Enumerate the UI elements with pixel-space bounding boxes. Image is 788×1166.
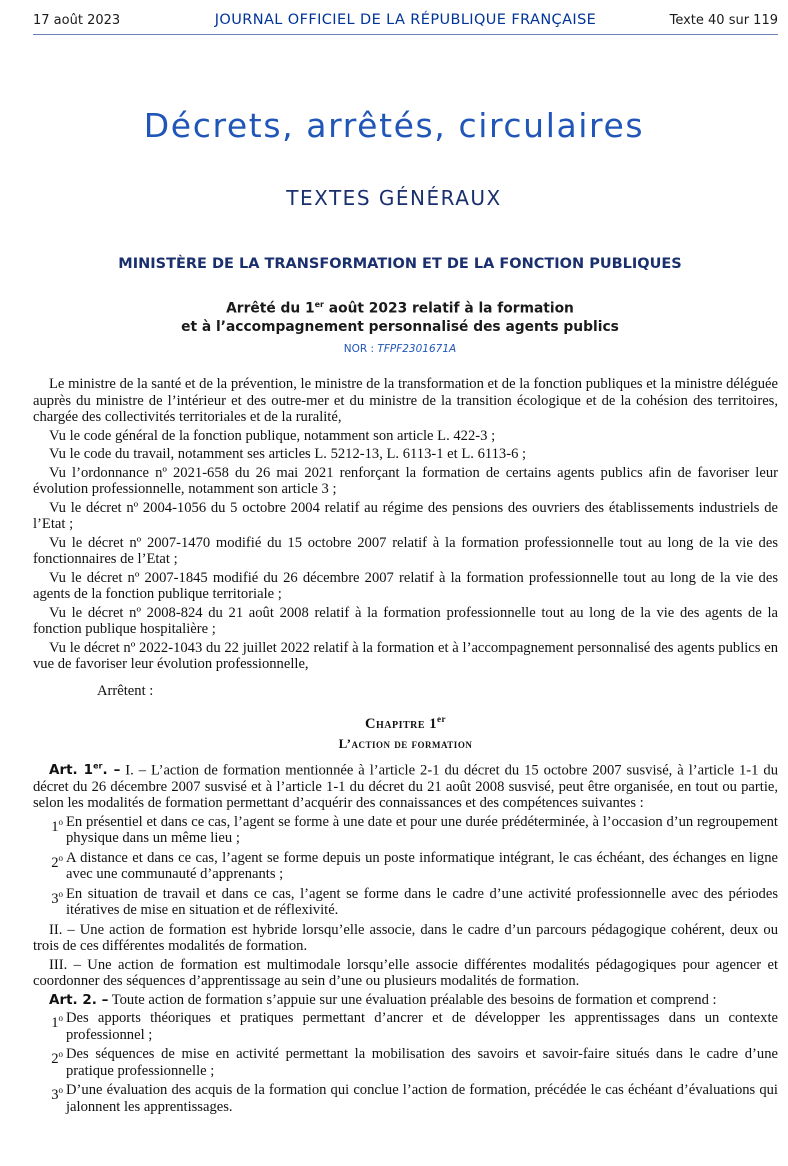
visa-item: Vu le décret nº 2008-824 du 21 août 2008 relatif à la formation professionnelle tout au long de la vie des agents de la fonction publique hospitalière ;	[33, 604, 778, 637]
list-item	[33, 850, 778, 883]
list-number	[33, 1082, 66, 1115]
list-number	[33, 850, 66, 883]
list-number-value: 3	[51, 1087, 59, 1104]
journal-title: JOURNAL OFFICIEL DE LA RÉPUBLIQUE FRANÇAISE	[214, 12, 597, 28]
decree-title-line2: et à l’accompagnement personnalisé des agents publics	[181, 318, 619, 335]
article-label	[49, 762, 120, 778]
article-label-suffix: . –	[102, 762, 121, 779]
nor-code: TFPF2301671A	[377, 343, 457, 355]
list-number-sup: o	[58, 1013, 63, 1024]
chapter-heading	[33, 711, 778, 732]
list-number	[33, 814, 66, 847]
article-paragraph: III. – Une action de formation est multimodale lorsqu’elle associe différentes modalités pédagogiques pour agencer et coordonner des séquences d’apprentissage au sein d’une ou plusieurs modalités de formation.	[33, 956, 778, 990]
list-number	[33, 886, 66, 919]
visa-item: Vu le code général de la fonction publique, notamment son article L. 422-3 ;	[49, 427, 496, 444]
list-number-value: 1	[51, 818, 59, 835]
preamble: Le ministre de la santé et de la prévention, le ministre de la transformation et de la fonction publiques et la ministre déléguée auprès du ministre de l’intérieur et des outre-mer et du ministre de la transition écologique et de la cohésion des territoires, chargée des collectivités territoriales et de la ruralité,	[33, 376, 778, 425]
list-number-sup: o	[58, 1049, 63, 1060]
decree-title	[0, 296, 788, 336]
nor-reference	[0, 343, 788, 355]
list-text: Des apports théoriques et pratiques permettant d’ancrer et de développer les apprentissages dans un contexte professionnel ;	[66, 1010, 778, 1043]
list-number	[33, 1010, 66, 1043]
visa-item: Vu le décret nº 2022-1043 du 22 juillet 2022 relatif à la formation et à l’accompagnement personnalisé des agents publics en vue de favoriser leur évolution professionnelle,	[33, 639, 778, 672]
list-text: En situation de travail et dans ce cas, l’agent se forme dans le cadre d’une activité professionnelle avec des périodes itératives de mise en situation et de réflexivité.	[66, 885, 778, 919]
decree-title-part: Arrêté du 1	[226, 300, 315, 317]
article-label: Art. 2. –	[49, 991, 109, 1008]
list-number	[33, 1046, 66, 1079]
visa-item: Vu le décret nº 2007-1470 modifié du 15 octobre 2007 relatif à la formation professionnelle tout au long de la vie des fonctionnaires de l’Etat ;	[33, 534, 778, 567]
list-number-value: 1	[51, 1015, 59, 1032]
article-paragraph: II. – Une action de formation est hybride lorsqu’elle associe, dans le cadre d’un parcours pédagogique cohérent, deux ou trois de ces différentes modalités de formation.	[33, 921, 778, 955]
list-item	[33, 886, 778, 919]
publication-date: 17 août 2023	[33, 13, 121, 28]
header-divider	[33, 34, 778, 35]
chapter-label-sup: er	[437, 714, 447, 724]
section-subtitle: TEXTES GÉNÉRAUX	[286, 186, 502, 210]
ministry-heading: MINISTÈRE DE LA TRANSFORMATION ET DE LA FONCTION PUBLIQUES	[118, 256, 682, 272]
article-text: I. – L’action de formation mentionnée à l’article 2-1 du décret du 15 octobre 2007 susvisé, à l’article 1-1 du décret du 26 décembre 2007 susvisé et à l’article 1-1 du décret du 21 août 2008 susvisé, peut être organisée, en tout ou partie, selon les modalités de formation permettant d’acquérir des connaissances et des compétences suivantes :	[33, 762, 779, 812]
article-label-text: Art. 1	[49, 762, 94, 779]
list-text: Des séquences de mise en activité permettant la mobilisation des savoirs et savoir-faire situés dans le cadre d’une pratique professionnelle ;	[66, 1046, 778, 1079]
chapter-title: L’action de formation	[338, 736, 473, 752]
list-item	[33, 814, 778, 847]
page-header	[33, 12, 778, 32]
article-label-sup: er	[93, 761, 103, 771]
list-item	[33, 1010, 778, 1043]
arretent: Arrêtent :	[97, 682, 154, 699]
visa-item: Vu le décret nº 2007-1845 modifié du 26 décembre 2007 relatif à la formation professionnelle tout au long de la vie des agents de la fonction publique territoriale ;	[33, 569, 778, 602]
decree-body	[33, 376, 778, 1118]
list-number-sup: o	[58, 1085, 63, 1096]
visa-item: Vu le décret nº 2004-1056 du 5 octobre 2004 relatif au régime des pensions des ouvriers des établissements industriels de l’Etat ;	[33, 499, 778, 532]
list-item	[33, 1046, 778, 1079]
text-number: Texte 40 sur 119	[669, 13, 778, 28]
list-text: D’une évaluation des acquis de la formation qui conclue l’action de formation, précédée le cas échéant d’évaluations qui jalonnent les apprentissages.	[66, 1082, 778, 1115]
list-number-value: 3	[51, 890, 59, 907]
decree-title-sup: er	[314, 300, 324, 309]
decree-title-part: août 2023 relatif à la formation	[323, 300, 574, 317]
article-1-intro	[33, 759, 778, 812]
section-title: Décrets, arrêtés, circulaires	[143, 106, 645, 145]
article-text: Toute action de formation s’appuie sur une évaluation préalable des besoins de formation et comprend :	[108, 991, 717, 1008]
list-text: A distance et dans ce cas, l’agent se forme depuis un poste informatique intégrant, le cas échéant, des échanges en ligne avec une communauté d’apprenants ;	[66, 849, 778, 883]
list-number-value: 2	[51, 854, 59, 871]
list-number-value: 2	[51, 1051, 59, 1068]
list-number-sup: o	[58, 816, 63, 827]
list-number-sup: o	[58, 852, 63, 863]
list-item	[33, 1082, 778, 1115]
list-text: En présentiel et dans ce cas, l’agent se forme à une date et pour une durée prédéterminée, à l’occasion d’un regroupement physique dans un même lieu ;	[66, 813, 778, 847]
nor-label: NOR :	[343, 343, 378, 355]
chapter-label: Chapitre 1	[364, 715, 438, 732]
visa-item: Vu le code du travail, notamment ses articles L. 5212-13, L. 6113-1 et L. 6113-6 ;	[49, 446, 527, 462]
visa-item: Vu l’ordonnance nº 2021-658 du 26 mai 2021 renforçant la formation de certains agents publics afin de favoriser leur évolution professionnelle, notamment son article 3 ;	[33, 464, 778, 497]
list-number-sup: o	[58, 888, 63, 899]
article-2-intro	[33, 992, 778, 1009]
